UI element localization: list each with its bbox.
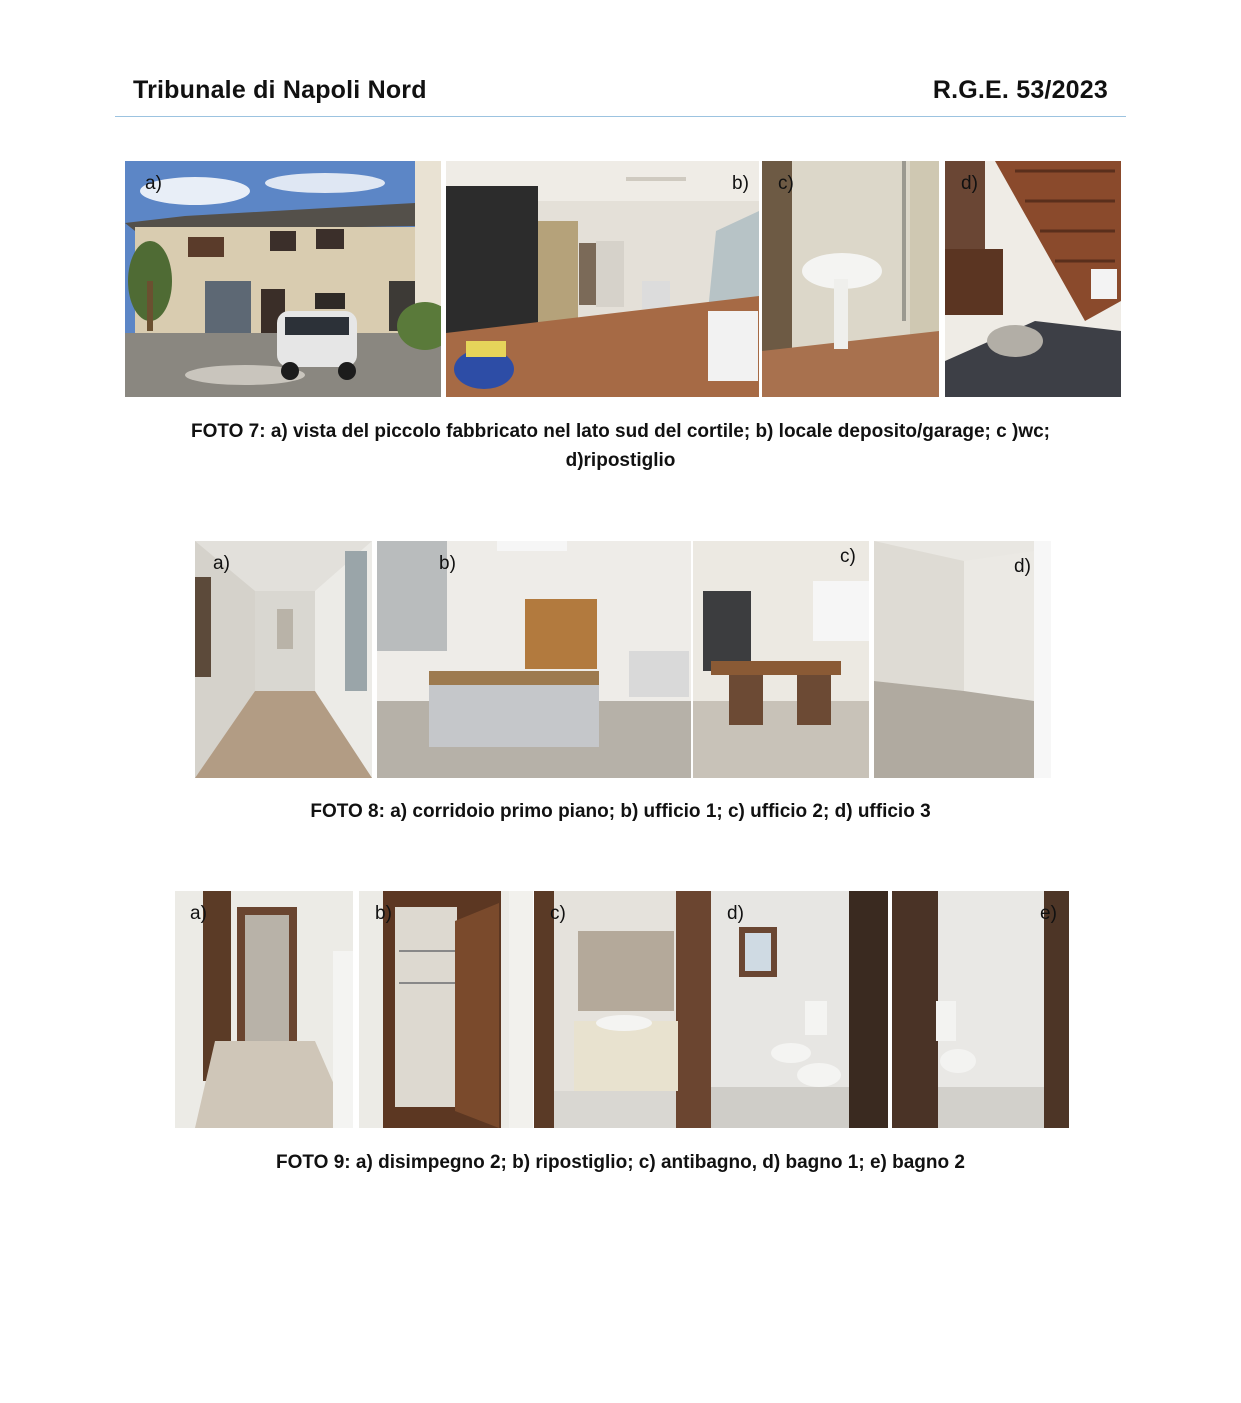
case-number: R.G.E. 53/2023: [932, 76, 1108, 104]
photo-label: b): [439, 553, 456, 574]
photo-label: a): [190, 903, 207, 924]
photo-label: c): [550, 903, 566, 924]
photo-9c-antibagno: [534, 891, 711, 1128]
photo-label: b): [375, 903, 392, 924]
photo-9a-hallway: [175, 891, 353, 1128]
figure-caption-foto-7: [0, 417, 1241, 475]
caption-line: FOTO 7: a) vista del piccolo fabbricato nel lato sud del cortile; b) locale deposito/garage; c )wc;: [190, 421, 1051, 442]
photo-label: c): [840, 546, 856, 567]
figure-caption-foto-8: FOTO 8: a) corridoio primo piano; b) ufficio 1; c) ufficio 2; d) ufficio 3: [310, 801, 931, 822]
photo-7c-wc: [762, 161, 939, 397]
photo-9d-bathroom-1: [711, 891, 888, 1128]
figure-caption-foto-9: FOTO 9: a) disimpegno 2; b) ripostiglio; c) antibagno, d) bagno 1; e) bagno 2: [276, 1152, 965, 1173]
photo-7a-building-exterior: [125, 161, 441, 397]
photo-label: a): [213, 553, 230, 574]
photo-label: d): [1014, 556, 1031, 577]
photo-label: c): [778, 173, 794, 194]
photo-9e-bathroom-2: [892, 891, 1069, 1128]
photo-9b-closet: [359, 891, 533, 1128]
header-divider: [115, 116, 1126, 117]
caption-line: d)ripostiglio: [565, 450, 676, 471]
photo-8b-office-1: [377, 541, 691, 778]
photo-label: d): [727, 903, 744, 924]
photo-label: d): [961, 173, 978, 194]
photo-8c-office-2: [693, 541, 869, 778]
photo-8a-corridor: [195, 541, 372, 778]
photo-8d-office-3: [874, 541, 1051, 778]
court-name: Tribunale di Napoli Nord: [133, 76, 427, 104]
photo-label: a): [145, 173, 162, 194]
photo-label: b): [732, 173, 749, 194]
photo-7b-garage-interior: [446, 161, 759, 397]
photo-label: e): [1040, 903, 1057, 924]
photo-7d-storage: [945, 161, 1121, 397]
